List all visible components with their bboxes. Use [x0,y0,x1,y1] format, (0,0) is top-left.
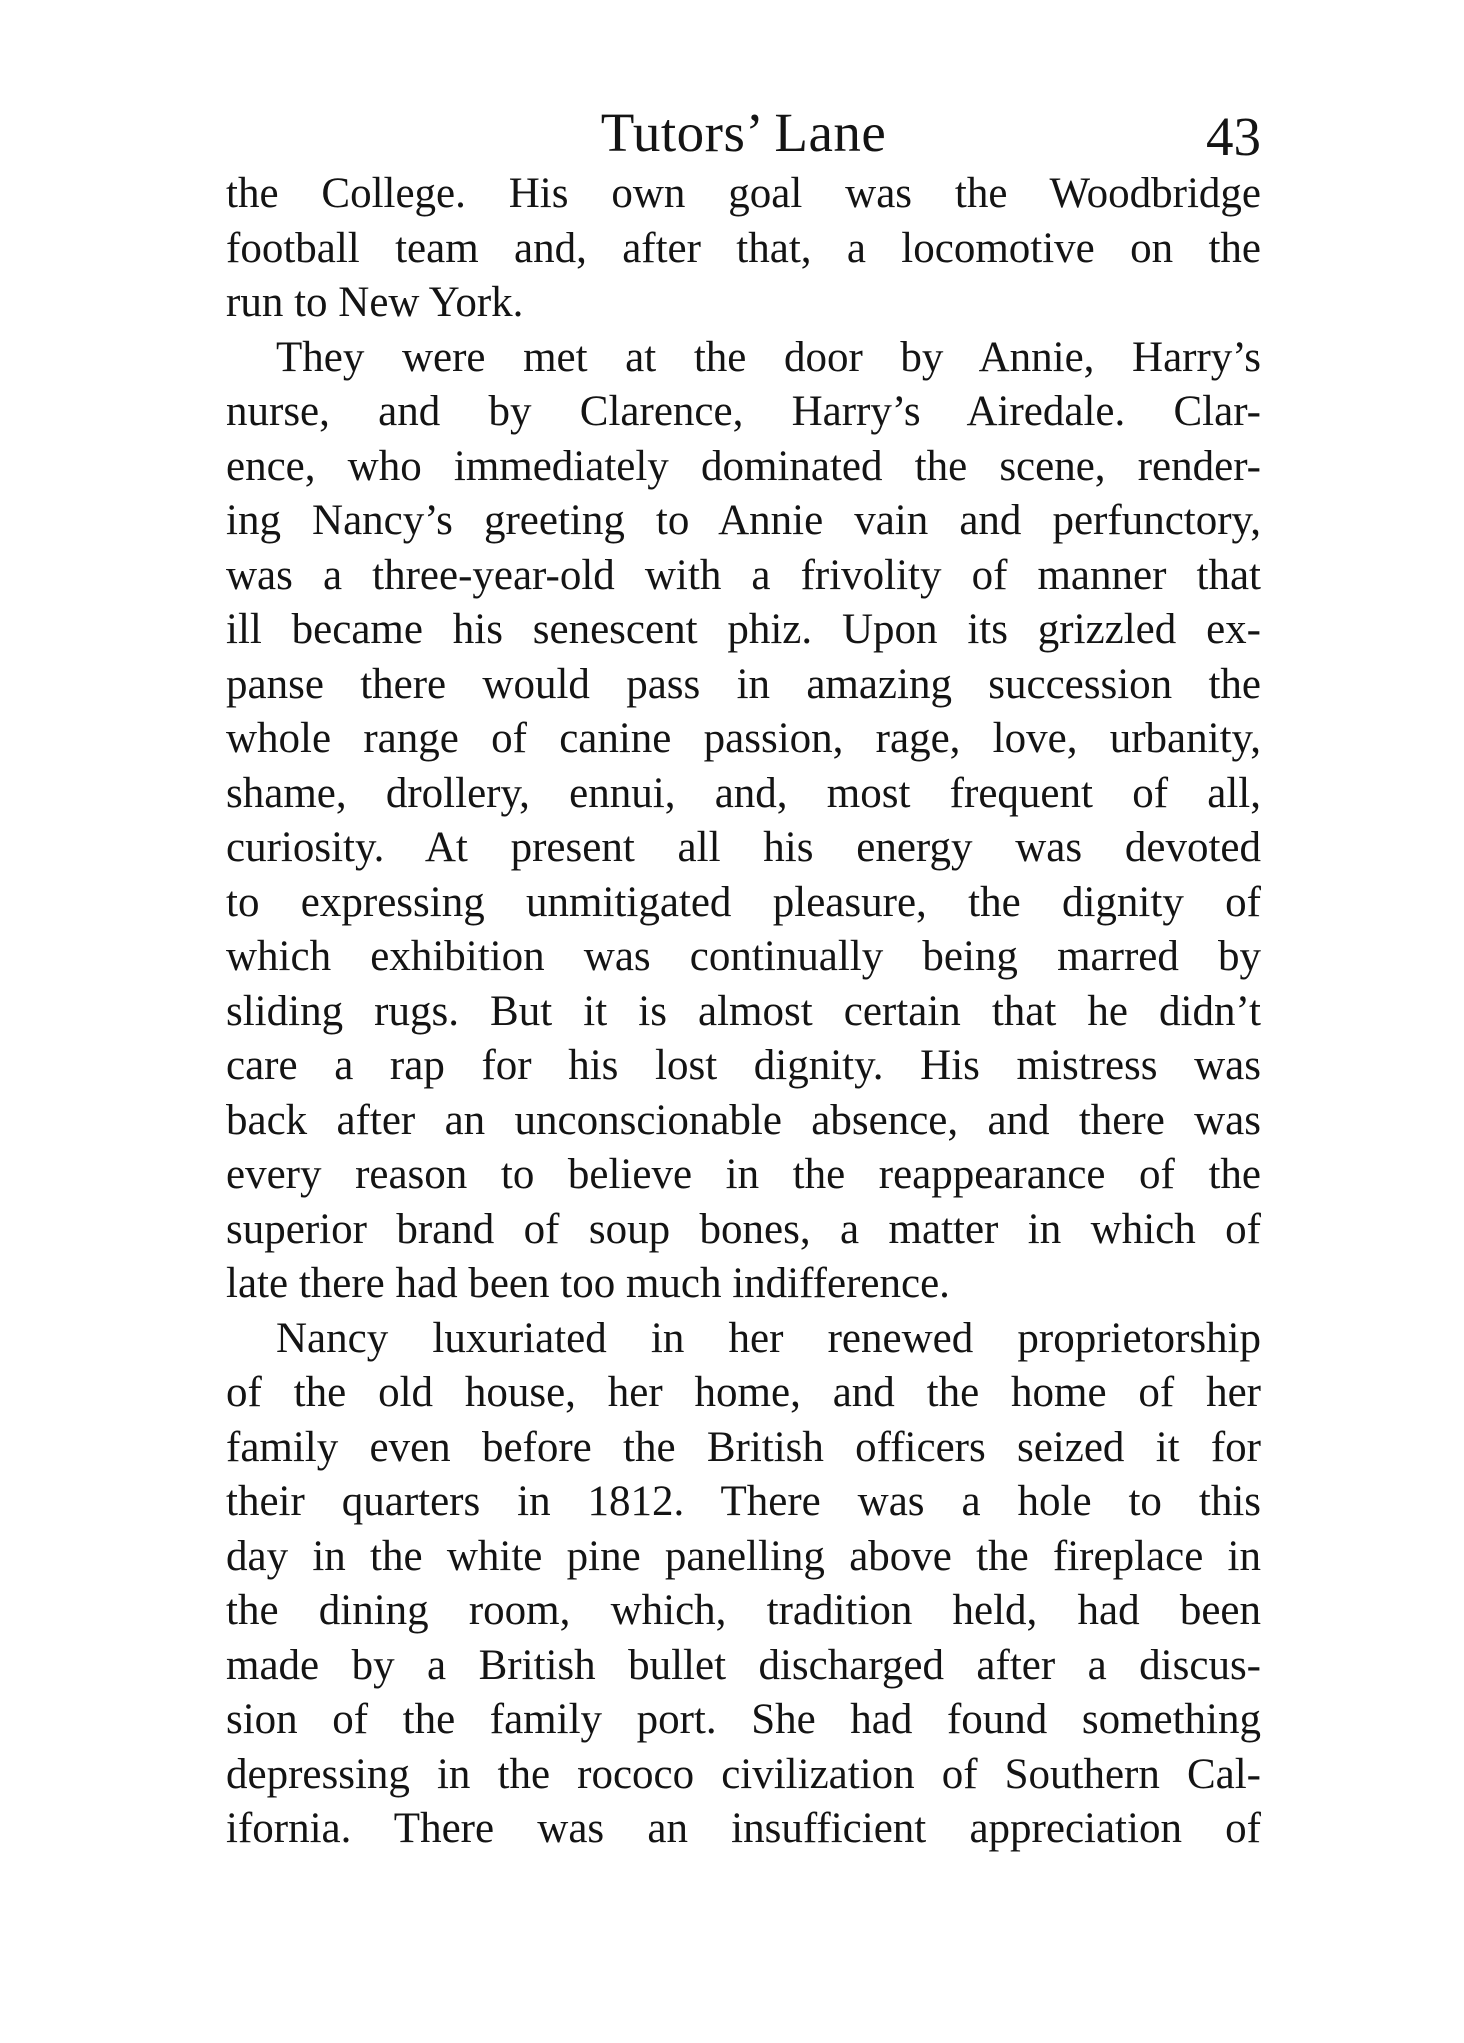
text-line: ing Nancy’s greeting to Annie vain and perfunctory, [226,497,1261,544]
text-line: the dining room, which, tradition held, had been [226,1587,1261,1634]
text-line: depressing in the rococo civilization of Southern Cal- [226,1750,1261,1798]
text-line: care a rap for his lost dignity. His mistress was [226,1042,1261,1089]
text-line: which exhibition was continually being marred by [226,933,1261,980]
text-line: every reason to believe in the reappearance of the [226,1151,1261,1198]
text-line: superior brand of soup bones, a matter in which of [226,1205,1261,1253]
page-number: 43 [1206,106,1261,167]
text-line: shame, drollery, ennui, and, most frequent of all, [226,769,1261,817]
text-line: panse there would pass in amazing succession the [226,660,1261,708]
text-line: day in the white pine panelling above the fireplace in [226,1532,1261,1580]
text-line: sliding rugs. But it is almost certain that he didn’t [226,987,1261,1035]
text-line: back after an unconscionable absence, and there was [226,1096,1261,1144]
text-line: was a three-year-old with a frivolity of manner that [226,551,1261,599]
text-line: their quarters in 1812. There was a hole to this [226,1478,1261,1525]
text-line: ill became his senescent phiz. Upon its grizzled ex- [226,606,1261,653]
text-line: ifornia. There was an insufficient appreciation of [226,1805,1261,1852]
text-line: nurse, and by Clarence, Harry’s Airedale. Clar- [226,388,1261,435]
text-line: football team and, after that, a locomotive on the [226,224,1261,272]
text-line: late there had been too much indifference. [226,1260,950,1307]
text-line: of the old house, her home, and the home of her [226,1369,1261,1416]
text-line: curiosity. At present all his energy was devoted [226,824,1261,871]
text-line: family even before the British officers seized it for [226,1423,1261,1471]
running-head [226,96,1261,170]
body-text [226,167,1261,1857]
text-line: sion of the family port. She had found something [226,1696,1261,1743]
text-line: the College. His own goal was the Woodbridge [226,170,1261,217]
text-line: to expressing unmitigated pleasure, the dignity of [226,878,1261,926]
running-title: Tutors’ Lane [600,102,887,163]
text-line: ence, who immediately dominated the scene, render- [226,442,1261,490]
text-line: Nancy luxuriated in her renewed proprietorship [276,1314,1261,1362]
text-line: made by a British bullet discharged after a discus- [226,1641,1261,1689]
text-line: whole range of canine passion, rage, love, urbanity, [226,715,1261,762]
text-line: run to New York. [226,279,524,326]
text-line: They were met at the door by Annie, Harry’s [276,333,1261,381]
